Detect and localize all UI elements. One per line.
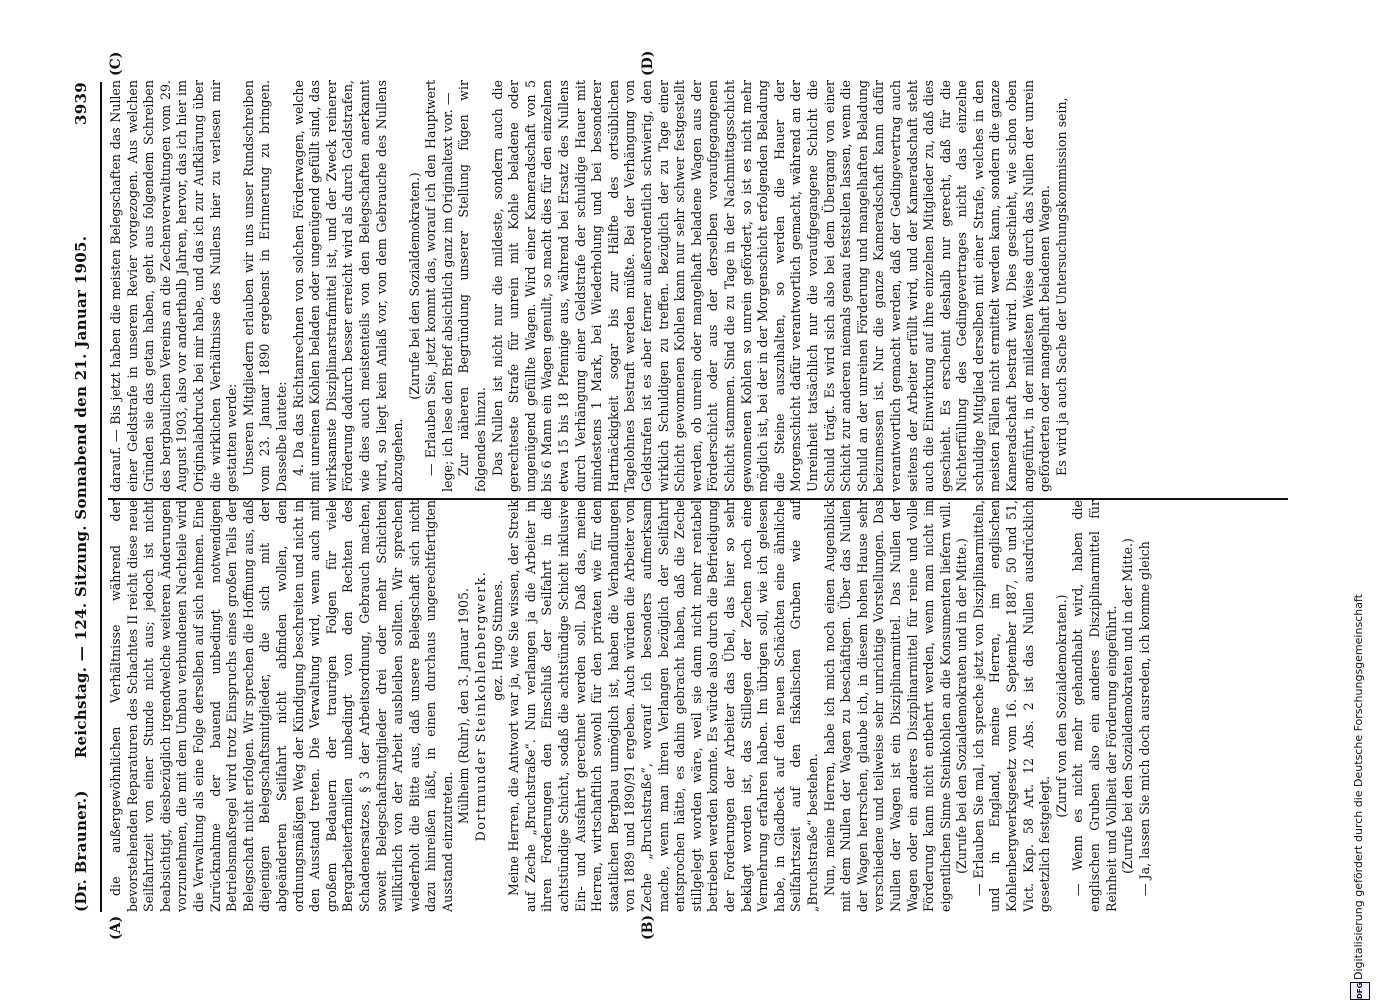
margin-mark-a: (A): [108, 915, 124, 940]
right-column-paragraph: Unseren Mitgliedern erlauben wir uns unser Rundschreiben vom 23. Januar 1890 ergebenst in Erinnerung zu bringen. Dasselbe lautete:: [240, 80, 289, 492]
left-column-paragraph: (Zurufe bei den Sozialdemokraten und in der Mitte.): [1120, 538, 1136, 874]
speaker-name: (Dr. Brauner.): [72, 790, 90, 912]
credit-text: Digitalisierung gefördert durch die Deutsche Forschungsgemeinschaft: [1352, 594, 1365, 980]
margin-mark-c: (C): [108, 51, 124, 76]
right-column-paragraph: Es wird ja auch Sache der Untersuchungskommission sein,: [1053, 97, 1069, 476]
left-column-paragraph: (Zuruf von den Sozialdemokraten.): [1053, 594, 1069, 818]
page-number: 3939: [72, 82, 90, 125]
column-rule: [108, 498, 1288, 500]
right-column-paragraph: Das Nullen ist nicht nur die mildeste, sondern auch die gerechteste Strafe für unrein mit Kohle beladene oder ungenügend gefüllte Wagen. Wird einer Kameradschaft von 5 bis 6 Mann ein Wagen genullt, so macht dies für den einzelnen etwa 15 bis 18 Pfennige aus, während bei Ersatz des Nullens durch Verhängung einer Geldstrafe der schuldige Hauer mit mindestens 1 Mark, bei Wiederholung und bei besonderer Hartnäckigkeit sogar bis zur Hälfte des ortsüblichen Tagelohnes bestraft werden müßte. Bei der Verhängung von Geldstrafen ist es aber ferner außerordentlich schwierig, den wirklich Schuldigen zu treffen. Bezüglich der zu Tage einer Schicht gewonnenen Kohlen kann nur sehr schwer festgestellt werden, ob unrein oder mangelhaft beladene Wagen aus der Förderschicht oder aus der derselben voraufgegangenen Schicht stammen. Sind die zu Tage in der Nachmittagsschicht gewonnenen Kohlen so unrein gefördert, so ist es nicht mehr möglich ist, bei der in der Morgenschicht erfolgenden Beladung die Steine auszuhalten, so werden die Hauer der Morgenschicht dafür verantwortlich gemacht, während an der Unreinheit tatsächlich nur die voraufgegangene Schicht die Schuld trägt. Es wird sich also bei dem Übergang von einer Schicht zur anderen niemals genau feststellen lassen, wenn die Schuld an der unreinen Förderung und mangelhaften Beladung beizumessen ist. Nur die ganze Kameradschaft kann dafür verantwortlich gemacht werden, daß der Gedingevertrag auch seitens der Arbeiter erfüllt wird, und der Kameradschaft steht auch die Einwirkung auf ihre einzelnen Mitglieder zu, daß dies geschieht. Es erscheint deshalb nur gerecht, daß für die Nichterfüllung des Gedingevertrages nicht das einzelne schuldige Mitglied derselben mit einer Strafe, welches in den meisten Fällen nicht ermittelt werden kann, sondern die ganze Kameradschaft bestraft wird. Dies geschieht, wie schon oben angeführt, in der mildesten Weise durch das Nullen der unrein geförderten oder mangelhaft beladenen Wagen.: [489, 80, 1053, 492]
margin-mark-b: (B): [640, 914, 656, 940]
running-title: Reichstag. — 124. Sitzung. Sonnabend den 21. Januar 1905.: [72, 235, 90, 759]
digitization-credit: [1350, 0, 1372, 1000]
left-column-paragraph: Mülheim (Ruhr), den 3. Januar 1905.: [456, 587, 472, 825]
margin-mark-d: (D): [640, 50, 656, 76]
right-column-paragraph: Zur näheren Begründung unserer Stellung fügen wir folgendes hinzu.: [456, 80, 489, 492]
left-column-paragraph: gez. Hugo Stinnes.: [489, 580, 505, 701]
right-text-column: [108, 80, 1288, 492]
left-column-paragraph: Nun, meine Herren, habe ich mich noch einen Augenblick mit dem Nullen der Wagen zu beschäftigen. Über das Nullen der Wagen herrschen, glaube ich, in diesem hohen Hause sehr verschiedene und teilweise sehr unrichtige Vorstellungen. Das Nullen der Wagen ist ein Disziplinarmittel. Das Nullen der Wagen oder ein anderes Disziplinarmittel für reine und volle Förderung kann nicht entbehrt werden, wenn man nicht im eigentlichen Sinne Steinkohlen an die Konsumenten liefern will.: [821, 500, 953, 912]
right-column-paragraph: 4. Da das Richtanrechnen von solchen Förderwagen, welche mit unreinen Kohlen beladen oder ungenügend gefüllt sind, das wirksamste Disziplinarstrafmittel ist, und der Zweck reinerer Förderung dadurch besser erreicht wird als durch Geldstrafen, wie dies auch meistenteils von den Belegschaften anerkannt wird, so liegt kein Anlaß vor, von dem Gebrauche des Nullens abzugehen.: [290, 80, 406, 492]
left-column-paragraph: — Wenn es nicht mehr gehandhabt wird, haben die englischen Gruben also ein anderes Disziplinarmittel für Reinheit und Vollheit der Förderung eingeführt.: [1070, 500, 1119, 912]
left-column-paragraph: — Ja, lassen Sie mich doch ausreden, ich komme gleich: [1136, 541, 1152, 896]
right-column-paragraph: darauf. — Bis jetzt haben die meisten Belegschaften das Nullen einer Geldstrafe in unserem Revier vorgezogen. Aus welchen Gründen sie das getan haben, geht aus folgendem Schreiben des bergbaulichen Vereins an die Zechenverwaltungen vom 29. August 1903, also vor anderthalb Jahren, hervor, das ich hier im Originalabdruck bei mir habe, und das ich zur Aufklärung über die wirklichen Verhältnisse des Nullens hier zu verlesen mir gestatten werde:: [108, 80, 240, 492]
left-column-paragraph: (Zurufe bei den Sozialdemokraten und in der Mitte.): [954, 538, 970, 874]
right-column-paragraph: (Zurufe bei den Sozialdemokraten.): [406, 172, 422, 400]
dfg-logo: DFG: [1350, 982, 1370, 1000]
left-text-column: [108, 500, 1288, 912]
page-header: [72, 82, 98, 912]
left-column-paragraph: — Erlauben Sie mal, ich spreche jetzt von Disziplinarmitteln, und in England, meine Herren, im englischen Kohlenbergwerksgesetz vom 16. September 1887, 50 und 51, Vict. Kap. 58 Art. 12 Abs. 2 ist das Nullen ausdrücklich gesetzlich festgelegt.: [970, 500, 1053, 912]
left-column-paragraph: die außergewöhnlichen Verhältnisse während der bevorstehenden Reparaturen des Schachtes II reicht diese neue Seilfahrtzeit von einer Stunde nicht aus; jedoch ist nicht beabsichtigt, diesbezüglich irgendwelche weiteren Änderungen vorzunehmen, die mit dem Umbau verbundenen Nachteile wird die Verwaltung als eine Folge derselben auf sich nehmen. Eine Zurücknahme der bauend unbedingt notwendigen Betriebsmaßregel wird trotz Einspruchs eines großen Teils der Belegschaft nicht erfolgen. Wir sprechen die Hoffnung aus, daß diejenigen Belegschaftsmitglieder, die sich mit der abgeänderten Seilfahrt nicht abfinden wollen, den ordnungsmäßigen Weg der Kündigung beschreiten und nicht in den Ausstand treten. Die Verwaltung wird, wenn auch mit großem Bedauern der traurigen Folgen für viele Bergarbeiterfamilien unbedingt von den Rechten des Schadenersatzes, § 3 der Arbeitsordnung, Gebrauch machen, soweit Belegschaftsmitglieder drei oder mehr Schichten willkürlich von der Arbeit ausbleiben sollten. Wir sprechen wiederholt die Bitte aus, daß unsere Belegschaft sich nicht dazu hinreißen läßt, in einen durchaus ungerechtfertigten Ausstand einzutreten.: [108, 500, 455, 912]
left-column-paragraph: Dortmunder Steinkohlenbergwerk.: [473, 570, 489, 842]
header-rule: [100, 82, 102, 912]
right-column-paragraph: — Erlauben Sie, jetzt kommt das, worauf ich den Hauptwert lege; ich lese den Brief absichtlich ganz im Originaltext vor. —: [423, 80, 455, 492]
left-column-paragraph: Meine Herren, die Antwort war ja, wie Sie wissen, der Streik auf Zeche „Bruchstraße“. Nun verlangen ja die Arbeiter in ihren Forderungen den Einschluß der Seilfahrt in die achtstündige Schicht, sodaß die achtstündige Schicht inklusive Ein- und Ausfahrt gerechnet werden soll. Daß das, meine Herren, wirtschaftlich sowohl für den privaten wie für den staatlichen Bergbau unmöglich ist, haben die Verhandlungen von 1889 und 1890/91 ergeben. Auch würden die Arbeiter von Zeche „Bruchstraße“, worauf ich besonders aufmerksam mache, wenn man ihren Verlangen bezüglich der Seilfahrt entsprochen hätte, es dahin gebracht haben, daß die Zeche stillgelegt worden wäre, weil sie dann nicht mehr rentabel betrieben werden konnte. Es würde also durch die Befriedigung der Forderungen der Arbeiter das Übel, das hier so sehr beklagt worden ist, das Stillegen der Zechen noch eine Vermehrung erfahren haben. Im übrigen soll, wie ich gelesen habe, in Gladbeck auf den neuen Schächten eine ähnliche Seilfahrtszeit auf den fiskalischen Gruben wie auf „Bruchstraße“ bestehen.: [506, 500, 820, 912]
